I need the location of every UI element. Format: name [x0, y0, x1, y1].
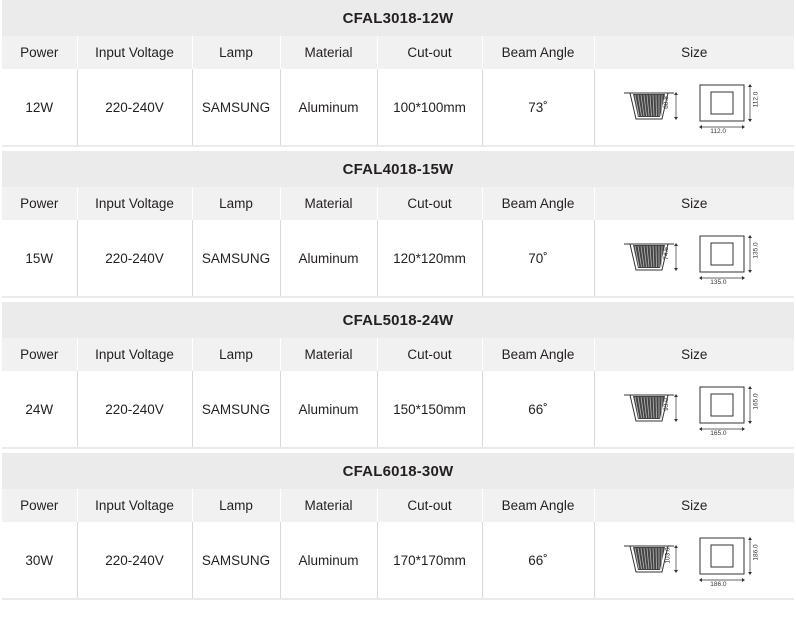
- front-height-dimension: 112.0: [752, 91, 760, 108]
- cell-size: [594, 69, 794, 146]
- cell-beam-angle: 73˚: [482, 69, 594, 146]
- header-power: Power: [2, 338, 77, 371]
- downlight-front-view-drawing: [694, 230, 766, 286]
- table-row: [2, 69, 794, 146]
- header-input-voltage: Input Voltage: [77, 338, 192, 371]
- model-title-row: [2, 151, 794, 187]
- header-size: Size: [594, 36, 794, 69]
- column-header-row: [2, 489, 794, 522]
- front-width-dimension: 165.0: [710, 430, 727, 437]
- cell-beam-angle: 66˚: [482, 371, 594, 448]
- model-title-row: [2, 0, 794, 36]
- spec-table-3: [2, 453, 794, 600]
- cell-lamp: SAMSUNG: [192, 69, 280, 146]
- header-beam-angle: Beam Angle: [482, 187, 594, 220]
- downlight-side-view-drawing: [622, 387, 684, 431]
- header-beam-angle: Beam Angle: [482, 36, 594, 69]
- cell-power: 15W: [2, 220, 77, 297]
- cell-input-voltage: 220-240V: [77, 522, 192, 599]
- header-size: Size: [594, 489, 794, 522]
- cell-material: Aluminum: [280, 522, 377, 599]
- header-size: Size: [594, 187, 794, 220]
- model-title-row: [2, 453, 794, 489]
- header-cut-out: Cut-out: [377, 36, 482, 69]
- side-height-dimension: 60.8: [663, 96, 671, 109]
- cell-power: 24W: [2, 371, 77, 448]
- column-header-row: [2, 338, 794, 371]
- cell-power: 12W: [2, 69, 77, 146]
- header-cut-out: Cut-out: [377, 338, 482, 371]
- model-title: CFAL6018-30W: [2, 453, 794, 489]
- side-height-dimension: 93.0: [663, 398, 671, 411]
- header-material: Material: [280, 489, 377, 522]
- cell-size: [594, 220, 794, 297]
- header-input-voltage: Input Voltage: [77, 489, 192, 522]
- spec-table-0: [2, 0, 794, 147]
- header-material: Material: [280, 338, 377, 371]
- cell-cut-out: 150*150mm: [377, 371, 482, 448]
- table-row: [2, 522, 794, 599]
- cell-material: Aluminum: [280, 371, 377, 448]
- side-height-dimension: 74.5: [663, 247, 671, 260]
- front-height-dimension: 165.0: [752, 393, 760, 410]
- cell-input-voltage: 220-240V: [77, 220, 192, 297]
- cell-input-voltage: 220-240V: [77, 371, 192, 448]
- table-row: [2, 371, 794, 448]
- downlight-side-view-drawing: [622, 236, 684, 280]
- header-cut-out: Cut-out: [377, 187, 482, 220]
- header-lamp: Lamp: [192, 338, 280, 371]
- spec-table-1: [2, 151, 794, 298]
- header-cut-out: Cut-out: [377, 489, 482, 522]
- cell-material: Aluminum: [280, 220, 377, 297]
- front-height-dimension: 135.0: [752, 242, 760, 259]
- header-input-voltage: Input Voltage: [77, 187, 192, 220]
- downlight-front-view-drawing: [694, 532, 766, 588]
- cell-power: 30W: [2, 522, 77, 599]
- header-material: Material: [280, 187, 377, 220]
- cell-beam-angle: 66˚: [482, 522, 594, 599]
- downlight-front-view-drawing: [694, 381, 766, 437]
- model-title: CFAL3018-12W: [2, 0, 794, 36]
- header-beam-angle: Beam Angle: [482, 338, 594, 371]
- model-title: CFAL4018-15W: [2, 151, 794, 187]
- column-header-row: [2, 187, 794, 220]
- model-title: CFAL5018-24W: [2, 302, 794, 338]
- cell-material: Aluminum: [280, 69, 377, 146]
- model-title-row: [2, 302, 794, 338]
- header-input-voltage: Input Voltage: [77, 36, 192, 69]
- header-material: Material: [280, 36, 377, 69]
- downlight-front-view-drawing: [694, 79, 766, 135]
- front-height-dimension: 186.0: [752, 544, 760, 561]
- front-width-dimension: 186.0: [710, 581, 727, 588]
- spec-table-2: [2, 302, 794, 449]
- column-header-row: [2, 36, 794, 69]
- cell-cut-out: 170*170mm: [377, 522, 482, 599]
- cell-cut-out: 120*120mm: [377, 220, 482, 297]
- cell-size: [594, 522, 794, 599]
- cell-lamp: SAMSUNG: [192, 371, 280, 448]
- cell-size: [594, 371, 794, 448]
- header-power: Power: [2, 489, 77, 522]
- header-power: Power: [2, 36, 77, 69]
- cell-cut-out: 100*100mm: [377, 69, 482, 146]
- cell-input-voltage: 220-240V: [77, 69, 192, 146]
- header-beam-angle: Beam Angle: [482, 489, 594, 522]
- header-size: Size: [594, 338, 794, 371]
- side-height-dimension: 103.0: [664, 547, 672, 564]
- front-width-dimension: 135.0: [710, 279, 727, 286]
- header-lamp: Lamp: [192, 489, 280, 522]
- cell-beam-angle: 70˚: [482, 220, 594, 297]
- downlight-side-view-drawing: [622, 538, 684, 582]
- downlight-side-view-drawing: [622, 85, 684, 129]
- table-row: [2, 220, 794, 297]
- cell-lamp: SAMSUNG: [192, 522, 280, 599]
- front-width-dimension: 112.0: [710, 128, 727, 135]
- header-lamp: Lamp: [192, 36, 280, 69]
- header-lamp: Lamp: [192, 187, 280, 220]
- header-power: Power: [2, 187, 77, 220]
- cell-lamp: SAMSUNG: [192, 220, 280, 297]
